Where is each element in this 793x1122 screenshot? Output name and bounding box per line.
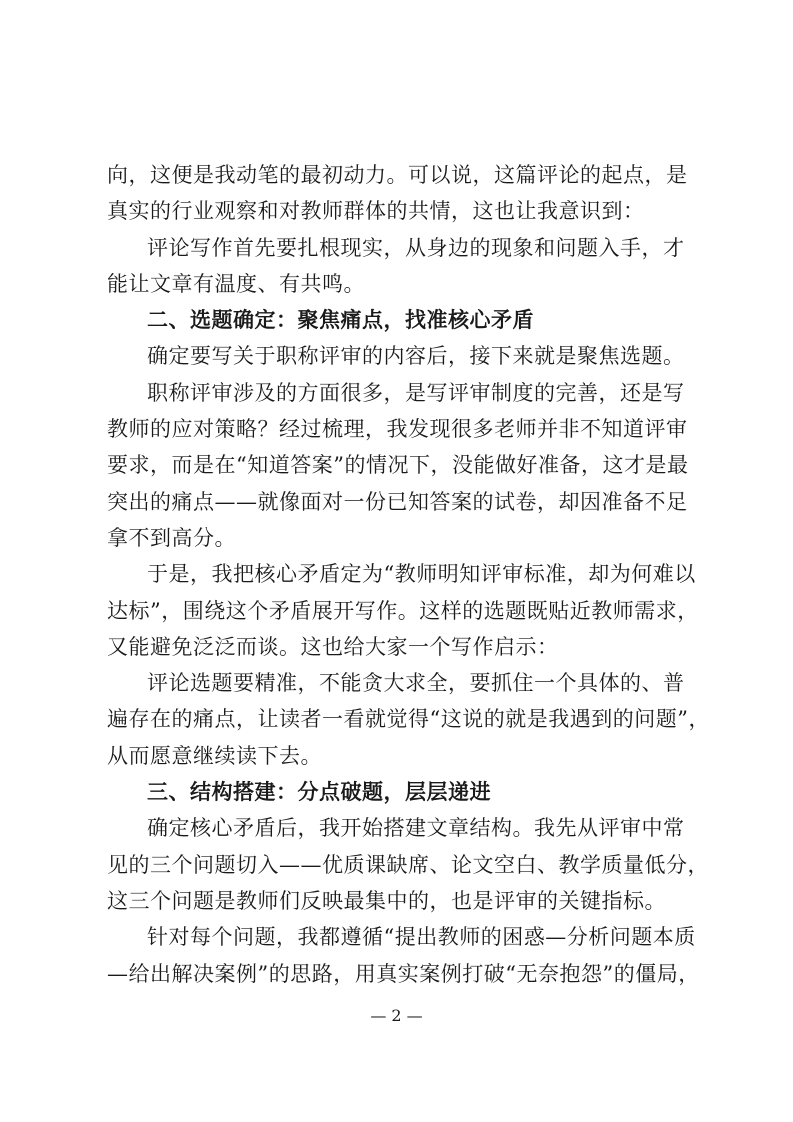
- text-line: 从而愿意继续读下去。: [107, 743, 322, 768]
- section-heading-3: 三、结构搭建：分点破题，层层递进: [147, 779, 491, 805]
- text-line: 教师的应对策略？经过梳理，我发现很多老师并非不知道评审: [107, 417, 688, 442]
- text-line: 这三个问题是教师们反映最集中的，也是评审的关键指标。: [107, 888, 666, 913]
- text-line: 见的三个问题切入——优质课缺席、论文空白、教学质量低分，: [107, 852, 709, 877]
- text-line: 突出的痛点——就像面对一份已知答案的试卷，却因准备不足: [107, 489, 688, 514]
- text-line: 真实的行业观察和对教师群体的共情，这也让我意识到：: [107, 199, 645, 224]
- text-line: 遍存在的痛点，让读者一看就觉得“这说的就是我遇到的问题”，: [107, 707, 710, 732]
- document-body: [107, 157, 710, 992]
- text-line: —给出解决案例”的思路，用真实案例打破“无奈抱怨”的僵局，: [107, 961, 700, 986]
- text-line: 能让文章有温度、有共鸣。: [107, 271, 365, 296]
- text-line: 职称评审涉及的方面很多，是写评审制度的完善，还是写: [147, 380, 685, 405]
- section-heading-2: 二、选题确定：聚焦痛点，找准核心矛盾: [147, 307, 534, 333]
- page-number: — 2 —: [370, 1006, 423, 1025]
- text-line: 达标”，围绕这个矛盾展开写作。这样的选题既贴近教师需求，: [107, 598, 699, 623]
- text-line: 又能避免泛泛而谈。这也给大家一个写作启示：: [107, 634, 559, 659]
- text-line: 针对每个问题，我都遵循“提出教师的困惑—分析问题本质: [147, 925, 696, 950]
- text-line: 拿不到高分。: [107, 525, 236, 550]
- text-line: 评论写作首先要扎根现实，从身边的现象和问题入手，才: [147, 235, 685, 260]
- text-line: 要求，而是在“知道答案”的情况下，没能做好准备，这才是最: [107, 453, 689, 478]
- text-line: 于是，我把核心矛盾定为“教师明知评审标准，却为何难以: [147, 562, 696, 587]
- text-line: 向，这便是我动笔的最初动力。可以说，这篇评论的起点，是: [107, 163, 688, 187]
- text-line: 确定要写关于职称评审的内容后，接下来就是聚焦选题。: [147, 344, 685, 369]
- text-line: 确定核心矛盾后，我开始搭建文章结构。我先从评审中常: [147, 816, 685, 841]
- text-line: 评论选题要精准，不能贪大求全，要抓住一个具体的、普: [147, 671, 685, 696]
